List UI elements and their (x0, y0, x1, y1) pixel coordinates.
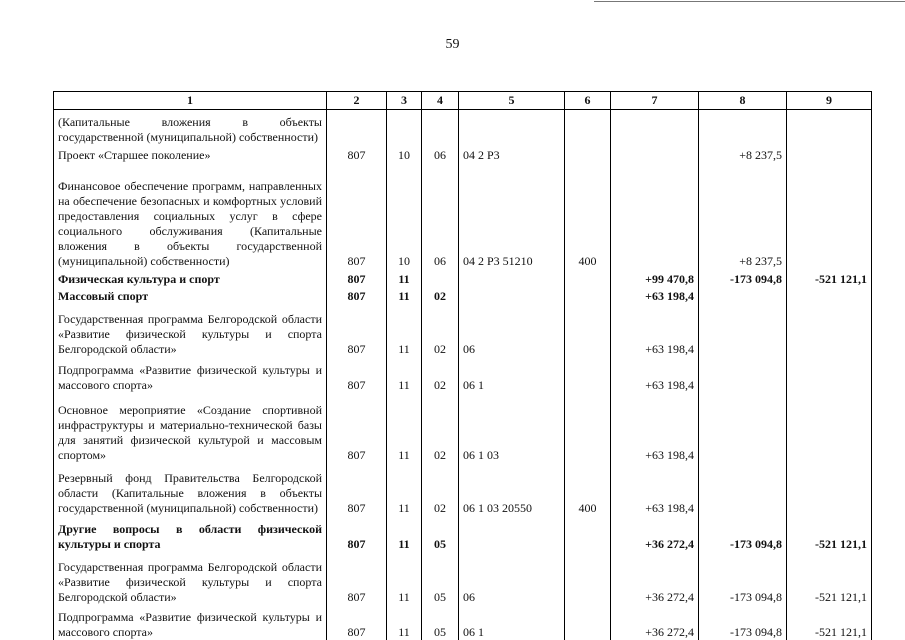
row-name: Проект «Старшее поколение» (54, 145, 327, 163)
row-gov-code: 807 (327, 516, 387, 551)
row-name: (Капитальные вложения в объекты государственной (муниципальной) собственности) (54, 109, 327, 145)
table-row (54, 163, 872, 269)
row-target-article: 06 1 (459, 605, 565, 640)
row-gov-code: 807 (327, 287, 387, 305)
row-amount-2026: -521 121,1 (787, 605, 872, 640)
row-amount-2025 (699, 393, 787, 464)
row-expense-type (565, 357, 611, 392)
row-name: Государственная программа Белгородской области «Развитие физической культуры и спорта Белгородской области» (54, 304, 327, 357)
table-row (54, 145, 872, 163)
row-amount-2024: +63 198,4 (611, 463, 699, 516)
budget-table (53, 91, 872, 640)
row-section: 11 (387, 393, 422, 464)
table-row (54, 304, 872, 357)
row-amount-2026 (787, 145, 872, 163)
row-amount-2025: +8 237,5 (699, 163, 787, 269)
row-section: 11 (387, 552, 422, 605)
row-expense-type: 400 (565, 163, 611, 269)
row-amount-2025: -173 094,8 (699, 605, 787, 640)
row-amount-2024: +63 198,4 (611, 287, 699, 305)
row-target-article (459, 287, 565, 305)
row-target-article: 06 (459, 304, 565, 357)
row-section: 11 (387, 304, 422, 357)
row-section: 11 (387, 605, 422, 640)
row-target-article: 04 2 Р3 51210 (459, 163, 565, 269)
row-amount-2024: +36 272,4 (611, 552, 699, 605)
row-section: 10 (387, 145, 422, 163)
row-section: 11 (387, 287, 422, 305)
row-expense-type (565, 269, 611, 287)
page-number: 59 (445, 37, 460, 52)
row-gov-code: 807 (327, 269, 387, 287)
row-amount-2026 (787, 163, 872, 269)
table-row (54, 605, 872, 640)
row-amount-2026 (787, 109, 872, 145)
table-row (54, 357, 872, 392)
row-expense-type (565, 145, 611, 163)
row-amount-2024: +63 198,4 (611, 357, 699, 392)
row-amount-2024 (611, 163, 699, 269)
column-header: 1 (54, 92, 327, 110)
row-subsection: 02 (422, 393, 459, 464)
row-amount-2024: +63 198,4 (611, 304, 699, 357)
row-subsection (422, 109, 459, 145)
row-amount-2025: -173 094,8 (699, 516, 787, 551)
row-amount-2025: -173 094,8 (699, 552, 787, 605)
row-target-article (459, 516, 565, 551)
row-subsection: 05 (422, 605, 459, 640)
row-section: 11 (387, 357, 422, 392)
row-gov-code: 807 (327, 145, 387, 163)
row-expense-type (565, 605, 611, 640)
row-amount-2025 (699, 287, 787, 305)
row-name: Финансовое обеспечение программ, направленных на обеспечение безопасных и комфортных условий предоставления социальных услуг в сфере социального обслуживания (Капитальные вложения в объекты государственной (муниципальной) собственности) (54, 163, 327, 269)
row-amount-2024: +36 272,4 (611, 605, 699, 640)
row-name: Резервный фонд Правительства Белгородской области (Капитальные вложения в объекты государственной (муниципальной) собственности) (54, 463, 327, 516)
row-subsection: 05 (422, 516, 459, 551)
column-header: 8 (699, 92, 787, 110)
row-subsection: 02 (422, 287, 459, 305)
row-gov-code: 807 (327, 552, 387, 605)
row-name: Основное мероприятие «Создание спортивной инфраструктуры и материально-технической базы для занятий физической культурой и массовым спортом» (54, 393, 327, 464)
row-expense-type (565, 304, 611, 357)
row-amount-2024: +36 272,4 (611, 516, 699, 551)
row-amount-2025: +8 237,5 (699, 145, 787, 163)
row-section: 11 (387, 516, 422, 551)
row-target-article: 06 1 (459, 357, 565, 392)
row-target-article: 04 2 Р3 (459, 145, 565, 163)
row-expense-type (565, 109, 611, 145)
row-amount-2024 (611, 145, 699, 163)
row-gov-code: 807 (327, 304, 387, 357)
row-gov-code: 807 (327, 605, 387, 640)
row-name: Подпрограмма «Развитие физической культуры и массового спорта» (54, 357, 327, 392)
row-amount-2025 (699, 109, 787, 145)
row-name: Другие вопросы в области физической культуры и спорта (54, 516, 327, 551)
column-header: 7 (611, 92, 699, 110)
column-header: 5 (459, 92, 565, 110)
row-target-article: 06 (459, 552, 565, 605)
row-gov-code: 807 (327, 393, 387, 464)
row-expense-type: 400 (565, 463, 611, 516)
row-amount-2026 (787, 304, 872, 357)
row-name: Государственная программа Белгородской области «Развитие физической культуры и спорта Белгородской области» (54, 552, 327, 605)
row-amount-2025: -173 094,8 (699, 269, 787, 287)
row-subsection: 02 (422, 463, 459, 516)
row-gov-code: 807 (327, 357, 387, 392)
table-row (54, 287, 872, 305)
row-target-article: 06 1 03 (459, 393, 565, 464)
column-header: 9 (787, 92, 872, 110)
table-row (54, 463, 872, 516)
row-target-article: 06 1 03 20550 (459, 463, 565, 516)
table-row (54, 109, 872, 145)
row-section (387, 109, 422, 145)
row-amount-2024 (611, 109, 699, 145)
row-amount-2025 (699, 304, 787, 357)
column-header: 4 (422, 92, 459, 110)
row-amount-2026 (787, 463, 872, 516)
row-name: Физическая культура и спорт (54, 269, 327, 287)
top-rule (594, 1, 905, 2)
row-subsection (422, 269, 459, 287)
row-subsection: 02 (422, 304, 459, 357)
table-row (54, 516, 872, 551)
row-amount-2024: +63 198,4 (611, 393, 699, 464)
row-subsection: 05 (422, 552, 459, 605)
row-amount-2026 (787, 357, 872, 392)
row-amount-2025 (699, 463, 787, 516)
row-subsection: 06 (422, 145, 459, 163)
row-amount-2026 (787, 287, 872, 305)
row-section: 10 (387, 163, 422, 269)
row-section: 11 (387, 269, 422, 287)
row-amount-2026: -521 121,1 (787, 552, 872, 605)
column-header: 2 (327, 92, 387, 110)
row-amount-2026: -521 121,1 (787, 516, 872, 551)
table-row (54, 269, 872, 287)
row-amount-2024: +99 470,8 (611, 269, 699, 287)
row-target-article (459, 109, 565, 145)
row-amount-2026: -521 121,1 (787, 269, 872, 287)
row-amount-2025 (699, 357, 787, 392)
row-target-article (459, 269, 565, 287)
table-row (54, 552, 872, 605)
column-header: 3 (387, 92, 422, 110)
column-header: 6 (565, 92, 611, 110)
row-expense-type (565, 393, 611, 464)
row-amount-2026 (787, 393, 872, 464)
row-gov-code: 807 (327, 163, 387, 269)
row-subsection: 06 (422, 163, 459, 269)
row-gov-code: 807 (327, 463, 387, 516)
row-section: 11 (387, 463, 422, 516)
table-row (54, 393, 872, 464)
row-expense-type (565, 516, 611, 551)
row-expense-type (565, 552, 611, 605)
header-row (54, 92, 872, 110)
row-name: Массовый спорт (54, 287, 327, 305)
row-name: Подпрограмма «Развитие физической культуры и массового спорта» (54, 605, 327, 640)
row-gov-code (327, 109, 387, 145)
row-expense-type (565, 287, 611, 305)
row-subsection: 02 (422, 357, 459, 392)
